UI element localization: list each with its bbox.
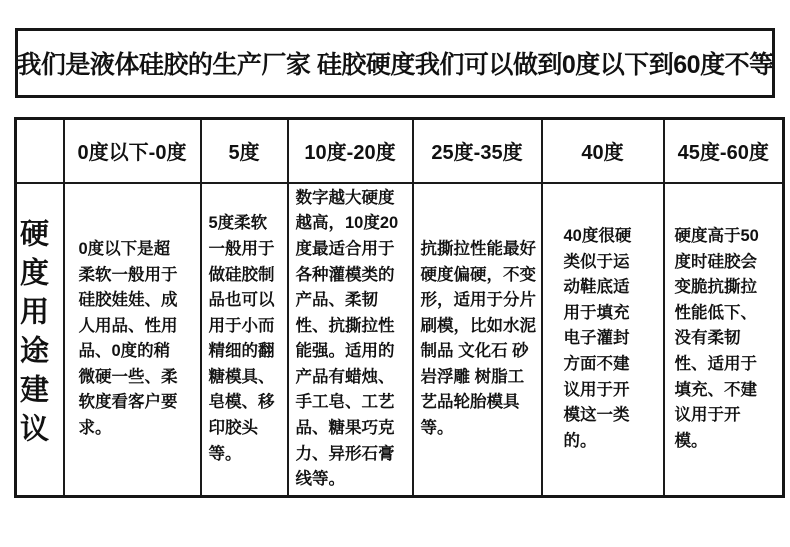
cell-usage-40deg: 40度很硬类似于运动鞋底适用于填充电子灌封方面不建议用于开模这一类的。: [542, 183, 664, 497]
cell-usage-45-60deg: 硬度高于50度时硅胶会变脆抗撕拉性能低下、没有柔韧性、适用于填充、不建议用于开模。: [664, 183, 784, 497]
cell-usage-5deg: 5度柔软 一般用于做硅胶制品也可以用于小而精细的翻糖模具、皂模、移印胶头等。: [201, 183, 288, 497]
column-header-5deg: 5度: [201, 119, 288, 183]
table-body-row: [16, 183, 784, 497]
row-header-vertical-text: 硬度用途建议: [16, 217, 48, 452]
column-header-40deg: 40度: [542, 119, 664, 183]
title-text: 我们是液体硅胶的生产厂家 硅胶硬度我们可以做到0度以下到60度不等: [16, 51, 774, 79]
column-header-10-20deg: 10度-20度: [288, 119, 413, 183]
title-banner: [15, 28, 775, 98]
column-header-0deg-below: 0度以下-0度: [64, 119, 201, 183]
cell-usage-0deg-below: 0度以下是超柔软一般用于硅胶娃娃、成人用品、性用品、0度的稍微硬一些、柔软度看客户要求。: [64, 183, 201, 497]
cell-usage-10-20deg: 数字越大硬度越高，10度20度最适合用于各种灌模类的产品、柔韧性、抗撕拉性能强。适用的产品有蜡烛、手工皂、工艺品、糖果巧克力、异形石膏线等。: [288, 183, 413, 497]
table-header-row: [16, 119, 784, 183]
corner-cell: [16, 119, 64, 183]
row-header-cell: [16, 183, 64, 497]
column-header-45-60deg: 45度-60度: [664, 119, 784, 183]
hardness-table: [14, 117, 785, 498]
cell-usage-25-35deg: 抗撕拉性能最好硬度偏硬，不变形，适用于分片刷模，比如水泥制品 文化石 砂岩浮雕 树脂工艺品轮胎模具等。: [413, 183, 542, 497]
column-header-25-35deg: 25度-35度: [413, 119, 542, 183]
